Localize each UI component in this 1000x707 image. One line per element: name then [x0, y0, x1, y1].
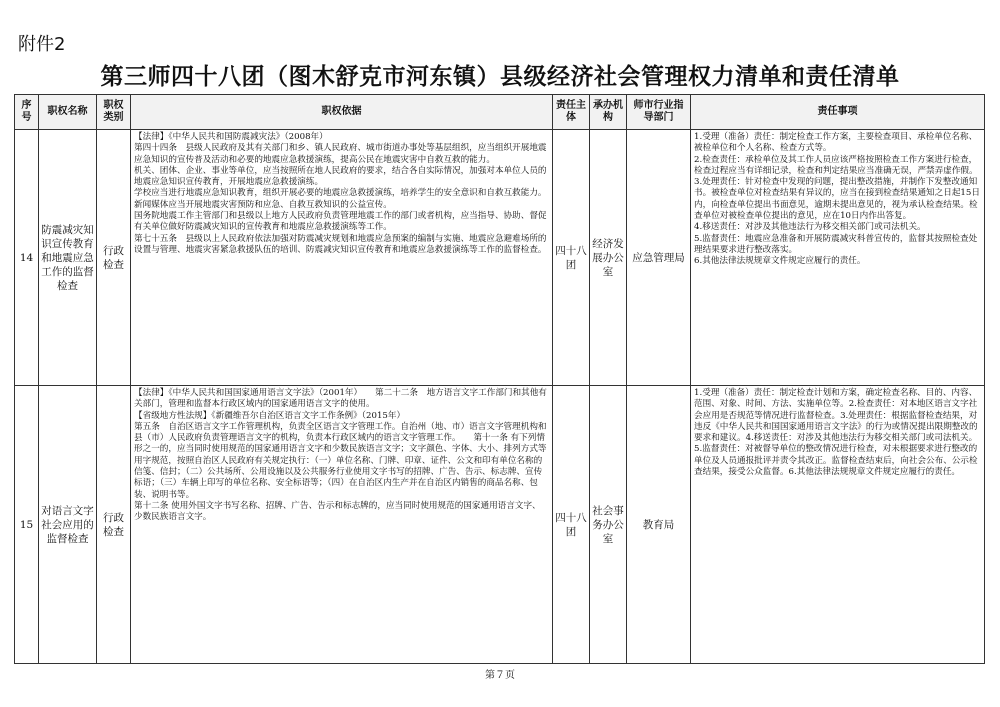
header-name: 职权名称	[39, 95, 97, 130]
page-number: 第７页	[485, 670, 515, 681]
row-basis: 【法律】《中华人民共和国防震减灾法》（2008年） 第四十四条 县级人民政府及其有关部门和乡、镇人民政府、城市街道办事处等基层组织，应当组织开展地震应急知识的宣传普及活动和必要的地震应急救援演练，提高公民在地震灾害中自救互救的能力。 机关、团体、企业、事业等单位，应当按照所在地人民政府的要求，结合各自实际情况，加强对本单位人员的地震应急知识宣传教育，开展地震应急救援演练。 学校应当进行地震应急知识教育，组织开展必要的地震应急救援演练，培养学生的安全意识和自救互救能力。 新闻媒体应当开展地震灾害预防和应急、自救互救知识的公益宣传。 国务院地震工作主管部门和县级以上地方人民政府负责管理地震工作的部门或者机构，应当指导、协助、督促有关单位做好防震减灾知识的宣传教育和地震应急救援演练等工作。 第七十五条 县级以上人民政府依法加强对防震减灾规划和地震应急预案的编制与实施、地震应急避难场所的设置与管理、地震灾害紧急救援队伍的培训、防震减灾知识宣传教育和地震应急救援演练等工作的监督检查。	[131, 130, 553, 386]
row-basis: 【法律】《中华人民共和国国家通用语言文字法》（2001年） 第二十二条 地方语言文字工作部门和其他有关部门，管理和监督本行政区域内的国家通用语言文字的使用。 【省级地方性法规】《新疆维吾尔自治区语言文字工作条例》（2015年） 第五条 自治区语言文字工作管理机构，负责全区语言文字管理工作。自治州（地、市）语言文字管理机构和县（市）人民政府负责管理语言文字的机构，负责本行政区域内的语言文字管理工作。 第十一条 有下列情形之一的，应当同时使用规范的国家通用语言文字和少数民族语言文字；文字颜色、字体、大小、排列方式等用字规范，按照自治区人民政府有关规定执行：（一）单位名称、门牌、印章、证件、公文和印有单位名称的信笺、信封；（二）公共场所、公用设施以及公共服务行业使用文字书写的招牌、广告、告示、标志牌、宣传标语；（三）车辆上印写的单位名称、安全标语等；（四）在自治区内生产并在自治区内销售的商品名称、包装、说明书等。 第十二条 使用外国文字书写名称、招牌、广告、告示和标志牌的，应当同时使用规范的国家通用语言文字、少数民族语言文字。	[131, 386, 553, 664]
table-row	[15, 130, 985, 386]
header-guide: 师市行业指导部门	[627, 95, 691, 130]
row-power-name: 对语言文字社会应用的监督检查	[39, 386, 97, 664]
power-list-table	[14, 94, 985, 664]
header-basis: 职权依据	[131, 95, 553, 130]
header-seq: 序号	[15, 95, 39, 130]
attachment-label: 附件2	[18, 34, 66, 55]
row-power-name: 防震减灾知识宣传教育和地震应急工作的监督检查	[39, 130, 97, 386]
table-row	[15, 386, 985, 664]
row-handler: 社会事务办公室	[590, 386, 627, 664]
row-seq: 15	[15, 386, 39, 664]
row-subject: 四十八团	[553, 130, 590, 386]
row-category: 行政检查	[97, 386, 131, 664]
header-subject: 责任主体	[553, 95, 590, 130]
header-handler: 承办机构	[590, 95, 627, 130]
document-title: 第三师四十八团（图木舒克市河东镇）县级经济社会管理权力清单和责任清单	[100, 64, 900, 90]
header-duty: 责任事项	[691, 95, 985, 130]
row-guide: 应急管理局	[627, 130, 691, 386]
header-category: 职权类别	[97, 95, 131, 130]
table-header-row	[15, 95, 985, 130]
row-duty: 1.受理（准备）责任：制定检查计划和方案，确定检查名称、目的、内容、范围、对象、时间、方法、实施单位等。2.检查责任：对本地区语言文字社会应用是否规范等情况进行监督检查。3.处理责任：根据监督检查结果，对违反《中华人民共和国国家通用语言文字法》的行为或情况提出限期整改的要求和建议。4.移送责任：对涉及其他违法行为移交相关部门或司法机关。 5.监督责任：对被督导单位的整改情况进行检查，对未根据要求进行整改的单位及人员通报批评并责令其改正。监督检查结束后，向社会公布、公示检查结果，接受公众监督。6.其他法律法规规章文件规定应履行的责任。	[691, 386, 985, 664]
row-duty: 1.受理（准备）责任：制定检查工作方案，主要检查项目、承检单位名称、被检单位和个人名称、检查方式等。 2.检查责任：承检单位及其工作人员应该严格按照检查工作方案进行检查，检查过程应当有详细记录，检查和判定结果应当准确无误，严禁弄虚作假。 3.处理责任：针对检查中发现的问题，提出整改措施，并制作下发整改通知书。被检查单位对检查结果有异议的，应当在接到检查结果通知之日起15日内，向检查单位提出书面意见，逾期未提出意见的，视为承认检查结果。检查单位对被检查单位提出的意见，应在10日内作出答复。 4.移送责任：对涉及其他违法行为移交相关部门或司法机关。 5.监督责任：地震应急准备和开展防震减灾科普宣传的，监督其按照检查处理结果要求进行整改落实。 6.其他法律法规规章文件规定应履行的责任。	[691, 130, 985, 386]
row-guide: 教育局	[627, 386, 691, 664]
row-category: 行政检查	[97, 130, 131, 386]
row-seq: 14	[15, 130, 39, 386]
row-subject: 四十八团	[553, 386, 590, 664]
row-handler: 经济发展办公室	[590, 130, 627, 386]
